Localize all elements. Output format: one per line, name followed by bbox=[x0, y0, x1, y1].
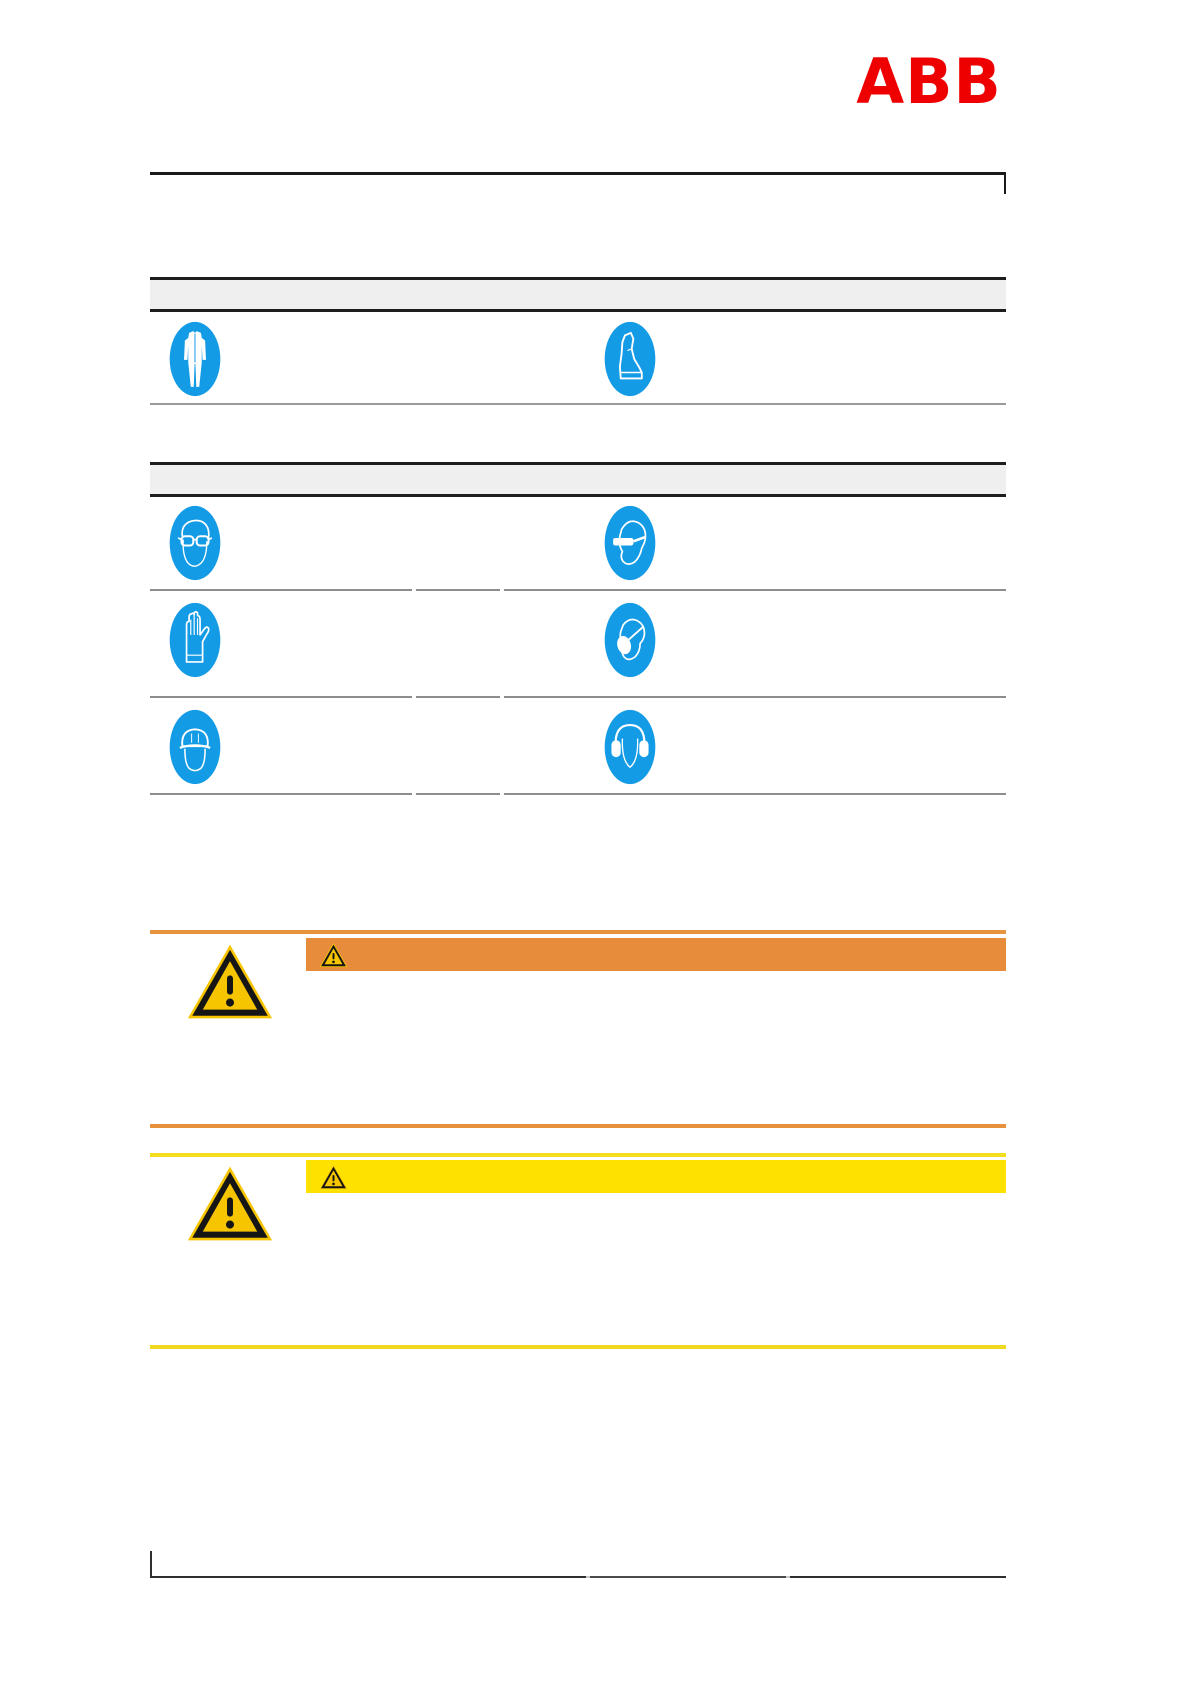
safety-boots-icon bbox=[603, 318, 657, 400]
warning-orange-bottom-rule bbox=[150, 1124, 1006, 1128]
ppe-table-2-row-separator bbox=[150, 696, 1006, 698]
face-shield-icon bbox=[603, 502, 657, 584]
top-rule bbox=[150, 172, 1006, 175]
warning-yellow-top-rule bbox=[150, 1153, 1006, 1157]
protective-clothing-icon bbox=[168, 318, 222, 400]
abb-logo-text: ABB bbox=[856, 46, 1002, 114]
warning-triangle-icon bbox=[319, 1164, 348, 1190]
protective-gloves-icon bbox=[168, 599, 222, 681]
ppe-table-2-bottom-line bbox=[150, 793, 1006, 795]
warning-orange-top-rule bbox=[150, 930, 1006, 934]
safety-helmet-icon bbox=[168, 706, 222, 788]
footer-rule bbox=[150, 1576, 1006, 1578]
top-rule-end-tick bbox=[1004, 172, 1006, 194]
ppe-table-1-bottom-line bbox=[150, 403, 1006, 405]
ear-protection-icon bbox=[603, 706, 657, 788]
warning-triangle-icon bbox=[319, 942, 348, 968]
ppe-table-2-header-bar bbox=[150, 462, 1006, 497]
warning-yellow-banner bbox=[306, 1160, 1006, 1193]
warning-orange-banner bbox=[306, 938, 1006, 971]
ppe-table-2-row-separator bbox=[150, 589, 1006, 591]
ppe-table-1-header-bar bbox=[150, 277, 1006, 312]
abb-logo bbox=[850, 46, 1008, 114]
warning-triangle-icon bbox=[186, 1164, 274, 1243]
warning-triangle-icon bbox=[186, 942, 274, 1021]
breathing-mask-icon bbox=[603, 599, 657, 681]
footer-left-tick bbox=[150, 1551, 152, 1578]
warning-yellow-bottom-rule bbox=[150, 1345, 1006, 1349]
safety-glasses-icon bbox=[168, 502, 222, 584]
